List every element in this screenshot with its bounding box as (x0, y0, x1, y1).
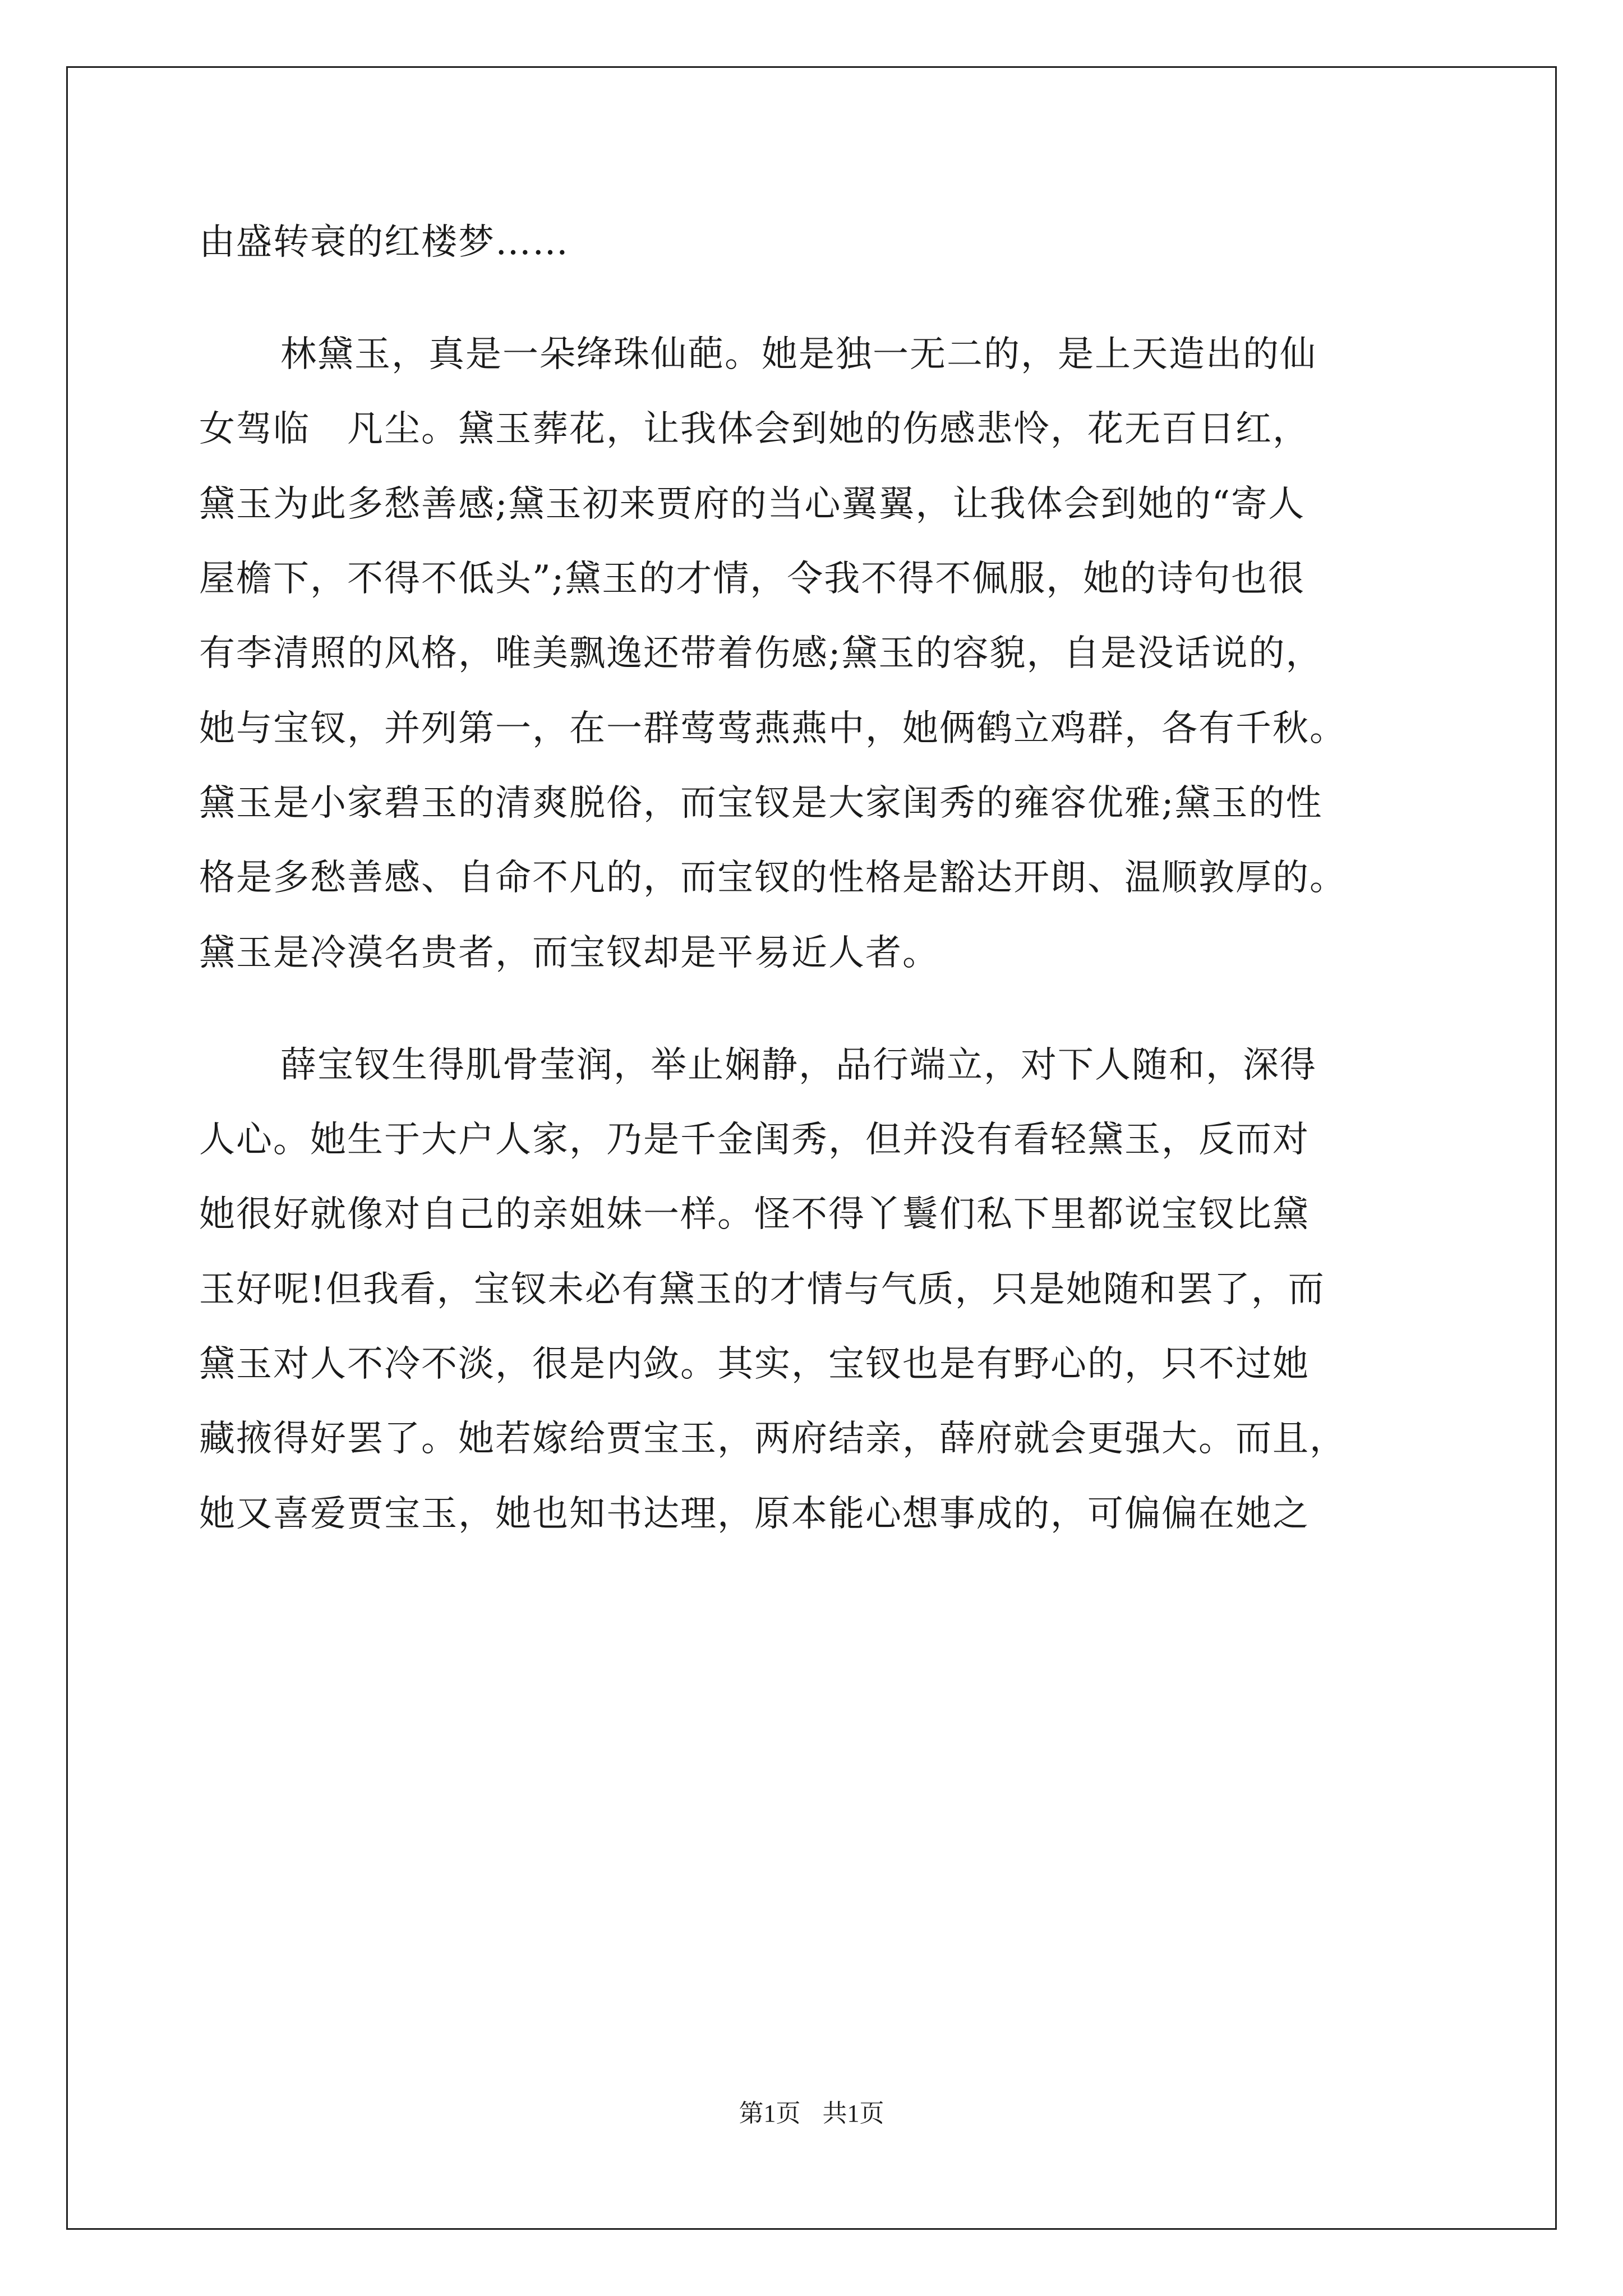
page-total: 共1页 (822, 2100, 884, 2127)
text-line: 黛玉是冷漠名贵者，而宝钗却是平易近人者。 (199, 932, 939, 974)
text-line: 由盛转衰的红楼梦…… (199, 222, 569, 263)
text-line: 黛玉为此多愁善感;黛玉初来贾府的当心翼翼，让我体会到她的“寄人 (199, 484, 1306, 525)
text-line: 女驾临 凡尘。黛玉葬花，让我体会到她的伤感悲怜，花无百日红， (199, 408, 1310, 450)
text-line: 人心。她生于大户人家，乃是千金闺秀，但并没有看轻黛玉，反而对 (199, 1119, 1310, 1161)
text-line: 黛玉对人不冷不淡，很是内敛。其实，宝钗也是有野心的，只不过她 (199, 1343, 1310, 1385)
text-line: 她又喜爱贾宝玉，她也知书达理，原本能心想事成的，可偏偏在她之 (199, 1493, 1310, 1535)
text-line: 玉好呢!但我看，宝钗未必有黛玉的才情与气质，只是她随和罢了，而 (199, 1269, 1325, 1310)
text-line: 格是多愁善感、自命不凡的，而宝钗的性格是豁达开朗、温顺敦厚的。 (199, 857, 1347, 899)
text-line: 薛宝钗生得肌骨莹润，举止娴静，品行端立，对下人随和，深得 (280, 1045, 1317, 1086)
text-line: 林黛玉，真是一朵绛珠仙葩。她是独一无二的，是上天造出的仙 (280, 334, 1317, 375)
text-line: 有李清照的风格，唯美飘逸还带着伤感;黛玉的容貌，自是没话说的， (199, 633, 1323, 674)
page-footer (0, 2098, 1623, 2129)
page-number: 第1页 (739, 2100, 801, 2127)
text-line: 黛玉是小家碧玉的清爽脱俗，而宝钗是大家闺秀的雍容优雅;黛玉的性 (199, 783, 1323, 824)
text-line: 她与宝钗，并列第一，在一群莺莺燕燕中，她俩鹤立鸡群，各有千秋。 (199, 708, 1347, 749)
text-line: 藏掖得好罢了。她若嫁给贾宝玉，两府结亲，薛府就会更强大。而且， (199, 1418, 1347, 1460)
text-line: 屋檐下，不得不低头”;黛玉的才情，令我不得不佩服，她的诗句也很 (199, 558, 1306, 600)
text-line: 她很好就像对自己的亲姐妹一样。怪不得丫鬟们私下里都说宝钗比黛 (199, 1194, 1310, 1235)
